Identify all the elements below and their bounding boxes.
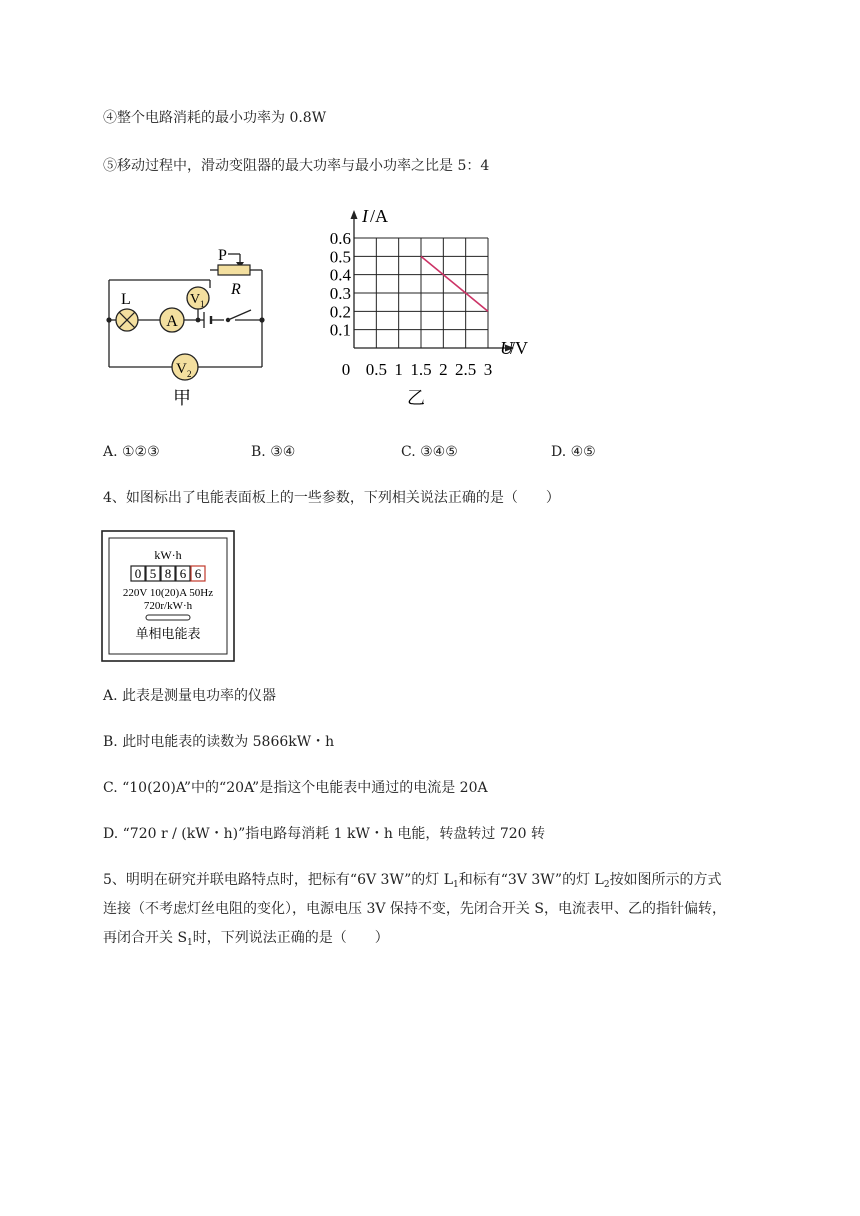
statement-4: ④整个电路消耗的最小功率为 0.8W — [103, 110, 327, 126]
meter-digit: 6 — [194, 566, 202, 581]
resistor-label-r: R — [231, 281, 241, 298]
voltmeter-2-label: V — [176, 361, 187, 377]
meter-unit: kW·h — [154, 548, 182, 562]
q4-option-a[interactable]: A. 此表是测量电功率的仪器 — [103, 688, 277, 704]
meter-spec-2: 720r/kW·h — [143, 600, 193, 612]
x-tick-label: 3 — [483, 360, 493, 379]
graph-grid — [354, 238, 488, 348]
figure-caption-yi: 乙 — [407, 388, 425, 408]
y-unit: /A — [370, 206, 388, 226]
voltmeter-1-label: V — [190, 292, 201, 307]
y-tick-label: 0.4 — [329, 265, 351, 285]
q4-stem: 4、如图标出了电能表面板上的一些参数，下列相关说法正确的是（ ） — [103, 490, 560, 506]
x-tick-label: 2.5 — [455, 360, 477, 379]
slider-label-p: P — [218, 247, 227, 264]
q3-option-c[interactable]: C. ③④⑤ — [401, 444, 458, 460]
statement-5: ⑤移动过程中，滑动变阻器的最大功率与最小功率之比是 5：4 — [103, 158, 490, 174]
y-tick-label: 0.5 — [329, 247, 351, 267]
lamp-label-l: L — [121, 291, 131, 308]
y-tick-label: 0.6 — [329, 229, 351, 248]
x-unit: /V — [510, 338, 528, 358]
current-voltage-graph — [320, 198, 540, 413]
meter-digit-row — [131, 566, 205, 581]
y-tick-label: 0.2 — [329, 302, 351, 322]
circuit-diagram — [100, 240, 275, 415]
meter-disk-window — [146, 615, 190, 620]
x-tick-label: 1 — [394, 360, 403, 379]
q5-line-2: 连接（不考虑灯丝电阻的变化），电源电压 3V 保持不变，先闭合开关 S，电流表甲、乙的指针偏转， — [103, 901, 726, 917]
energy-meter-panel — [101, 530, 235, 663]
q5-line-3: 再闭合开关 $S_1$时，下列说法正确的是（ ） — [103, 930, 389, 948]
q3-option-a[interactable]: A. ①②③ — [103, 444, 160, 460]
origin-label: 0 — [341, 360, 351, 379]
meter-digit: 0 — [134, 566, 142, 581]
q5-line-1: 5、明明在研究并联电路特点时，把标有“6V 3W”的灯 $L_1$和标有“3V 3W”的灯 $L_2$按如图所示的方式 — [103, 872, 722, 890]
voltmeter-1-subscript: 1 — [200, 299, 205, 309]
meter-digit: 6 — [179, 566, 187, 581]
x-tick-label: 2 — [439, 360, 448, 379]
q4-option-d[interactable]: D. “720 r / (kW・h)”指电路每消耗 1 kW・h 电能，转盘转过 720 转 — [103, 826, 546, 842]
y-unit-symbol: I — [362, 206, 368, 226]
x-tick-label: 0.5 — [365, 360, 387, 379]
meter-name: 单相电能表 — [135, 626, 201, 641]
q3-option-d[interactable]: D. ④⑤ — [551, 444, 596, 460]
figure-caption-jia: 甲 — [173, 388, 191, 408]
ammeter-label: A — [166, 313, 178, 330]
q3-option-b[interactable]: B. ③④ — [251, 444, 296, 460]
q4-option-b[interactable]: B. 此时电能表的读数为 5866kW・h — [103, 734, 335, 750]
x-tick-label: 1.5 — [410, 360, 432, 379]
series-line — [421, 256, 488, 311]
y-axis-arrow-icon — [351, 210, 358, 219]
x-unit-symbol: U — [500, 338, 513, 358]
q4-option-c[interactable]: C. “10(20)A”中的“20A”是指这个电能表中通过的电流是 20A — [103, 780, 488, 796]
y-tick-label: 0.3 — [329, 284, 351, 303]
voltmeter-2-subscript: 2 — [187, 369, 192, 379]
meter-digit: 8 — [164, 566, 172, 581]
y-tick-label: 0.1 — [329, 320, 351, 340]
meter-spec-1: 220V 10(20)A 50Hz — [122, 587, 214, 599]
meter-digit: 5 — [149, 566, 157, 581]
